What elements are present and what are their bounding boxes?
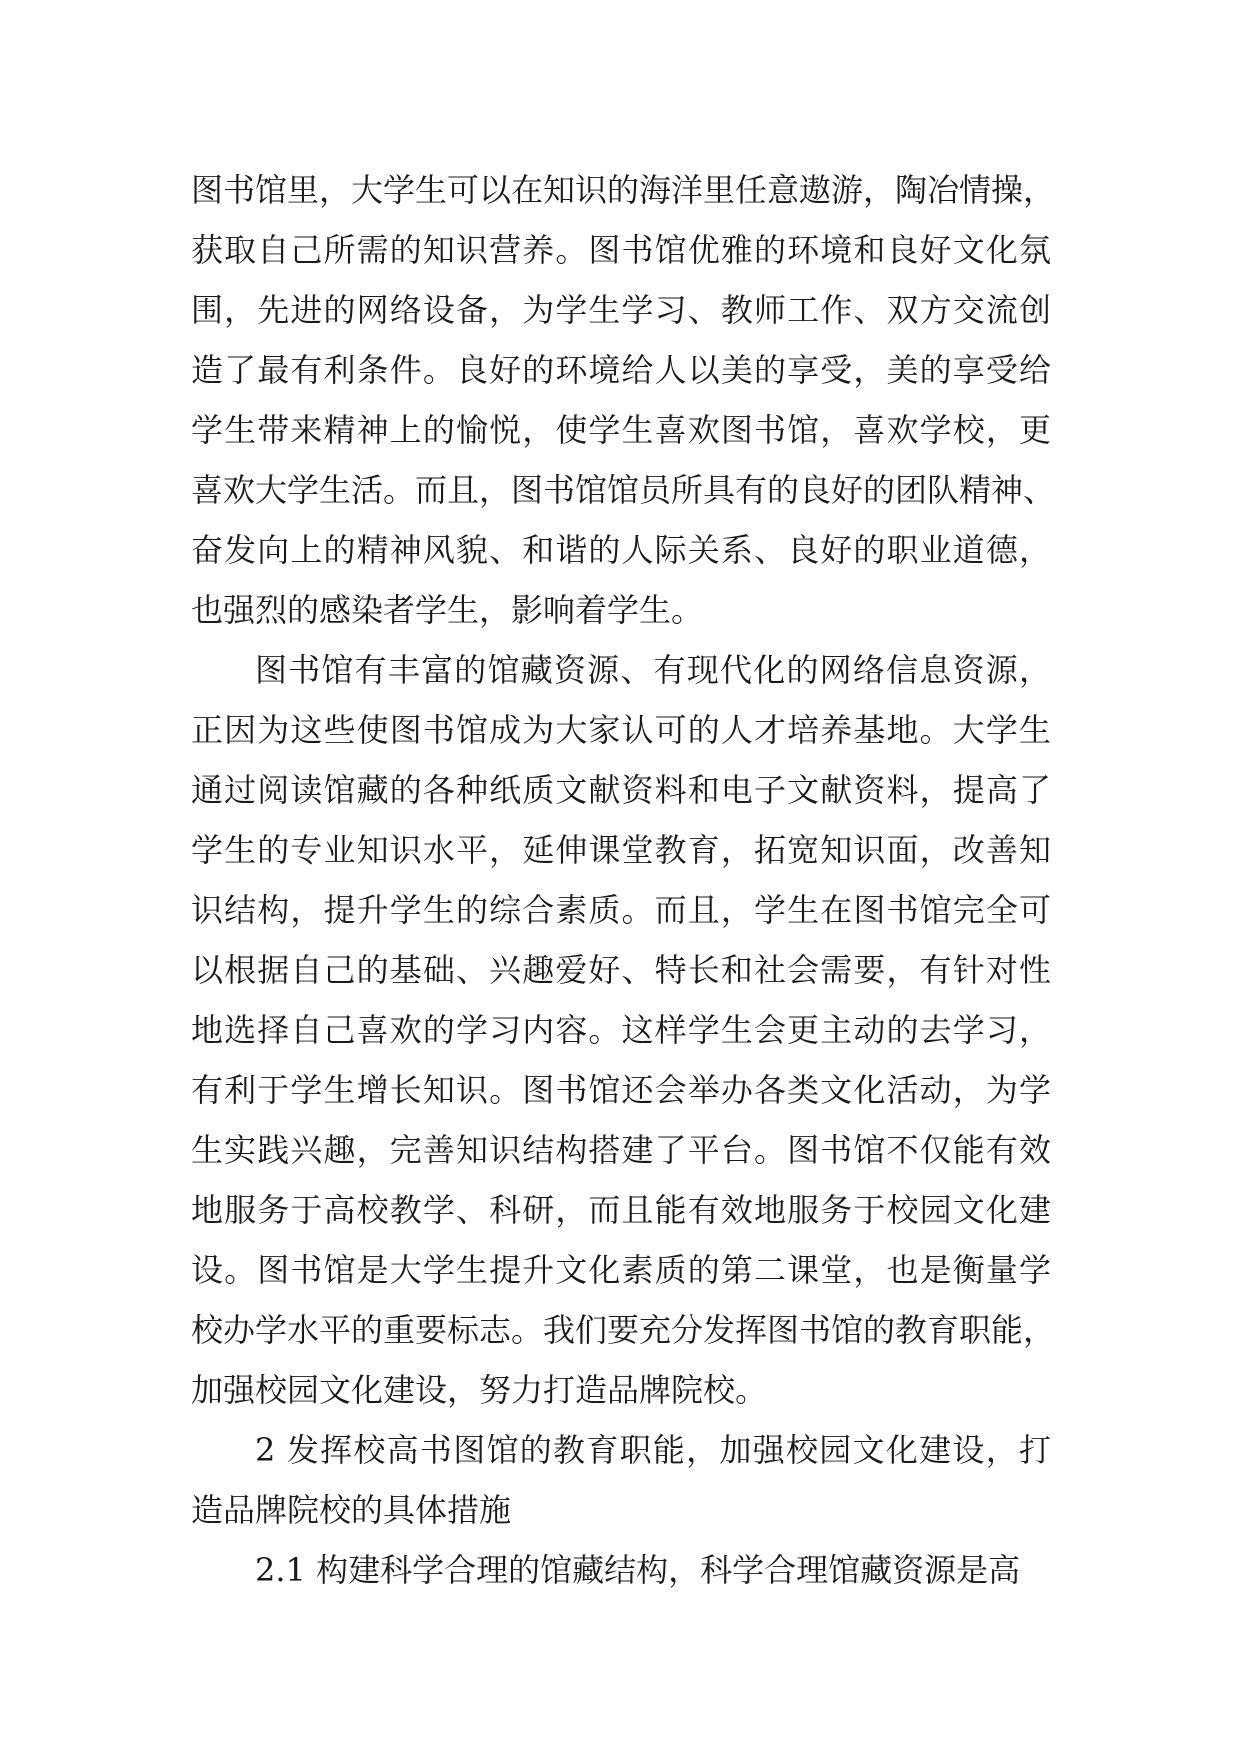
paragraph <box>191 160 1056 640</box>
text-line: 2 发挥校高书图馆的教育职能，加强校园文化建设，打 <box>255 1431 1051 1469</box>
text-line: 围，先进的网络设备，为学生学习、教师工作、双方交流创 <box>191 291 1051 329</box>
text-line: 造品牌院校的具体措施 <box>191 1491 512 1529</box>
text-line: 2.1 构建科学合理的馆藏结构，科学合理馆藏资源是高 <box>255 1551 1021 1589</box>
text-line: 地服务于高校教学、科研，而且能有效地服务于校园文化建 <box>191 1191 1051 1229</box>
text-line: 学生的专业知识水平，延伸课堂教育，拓宽知识面，改善知 <box>191 831 1051 869</box>
paragraph <box>191 1420 1051 1540</box>
text-line: 有利于学生增长知识。图书馆还会举办各类文化活动，为学 <box>191 1071 1051 1109</box>
text-line: 图书馆有丰富的馆藏资源、有现代化的网络信息资源， <box>255 651 1051 689</box>
text-line: 通过阅读馆藏的各种纸质文献资料和电子文献资料，提高了 <box>191 771 1051 809</box>
paragraph <box>191 640 1056 1420</box>
document-body <box>191 160 1056 1600</box>
paragraph <box>191 1540 1051 1600</box>
text-line: 设。图书馆是大学生提升文化素质的第二课堂，也是衡量学 <box>191 1251 1051 1289</box>
text-line: 正因为这些使图书馆成为大家认可的人才培养基地。大学生 <box>191 711 1051 749</box>
text-line: 也强烈的感染者学生，影响着学生。 <box>191 591 704 629</box>
text-line: 以根据自己的基础、兴趣爱好、特长和社会需要，有针对性 <box>191 951 1051 989</box>
text-line: 获取自己所需的知识营养。图书馆优雅的环境和良好文化氛 <box>191 231 1051 269</box>
text-line: 生实践兴趣，完善知识结构搭建了平台。图书馆不仅能有效 <box>191 1131 1051 1169</box>
text-line: 喜欢大学生活。而且，图书馆馆员所具有的良好的团队精神、 <box>191 471 1056 509</box>
text-line: 校办学水平的重要标志。我们要充分发挥图书馆的教育职能， <box>191 1311 1056 1349</box>
text-line: 奋发向上的精神风貌、和谐的人际关系、良好的职业道德， <box>191 531 1051 569</box>
text-line: 地选择自己喜欢的学习内容。这样学生会更主动的去学习， <box>191 1011 1051 1049</box>
text-line: 加强校园文化建设，努力打造品牌院校。 <box>191 1371 768 1409</box>
text-line: 造了最有利条件。良好的环境给人以美的享受，美的享受给 <box>191 351 1051 389</box>
text-line: 学生带来精神上的愉悦，使学生喜欢图书馆，喜欢学校，更 <box>191 411 1051 449</box>
text-line: 图书馆里，大学生可以在知识的海洋里任意遨游，陶冶情操， <box>191 171 1056 209</box>
text-line: 识结构，提升学生的综合素质。而且，学生在图书馆完全可 <box>191 891 1051 929</box>
